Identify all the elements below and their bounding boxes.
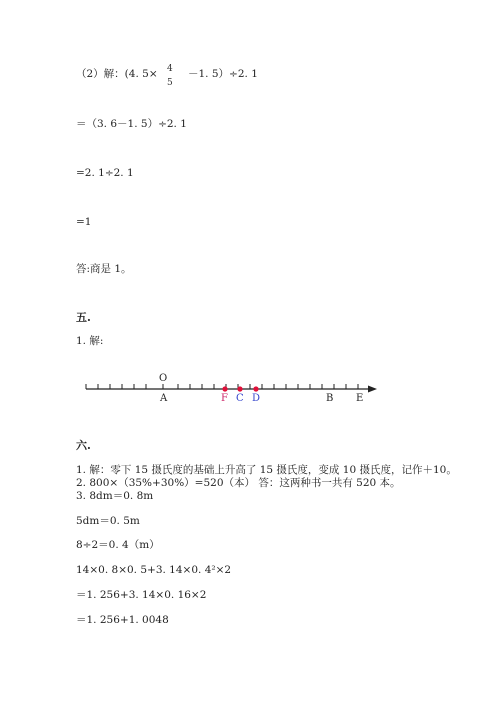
fraction-numerator: 4: [167, 64, 173, 74]
section-6-line-4: 5dm＝0. 5m: [76, 515, 140, 527]
label-e: E: [356, 393, 364, 404]
section-6-line-3: 3. 8dm＝0. 8m: [76, 490, 154, 502]
q2-expression-start: （2）解：(4. 5×: [76, 68, 158, 80]
section-6-line-2: 2. 800×（35%+30%）=520（本） 答：这两种书一共有 520 本。: [76, 477, 401, 489]
section-6-line-7: ＝1. 256+3. 14×0. 16×2: [76, 589, 207, 601]
point-d-marker: [253, 386, 258, 391]
fraction-denominator: 5: [167, 78, 173, 88]
q2-expression-end: －1. 5）÷2. 1: [188, 68, 258, 80]
step-2: =2. 1÷2. 1: [76, 167, 134, 179]
arrow-head-icon: [368, 386, 377, 393]
section-6-line-5: 8÷2＝0. 4（m）: [76, 539, 160, 551]
tick-marks: [86, 384, 358, 389]
section-6-heading: 六.: [76, 439, 91, 452]
label-f: F: [221, 393, 228, 404]
section-5-item-1: 1. 解:: [76, 335, 104, 347]
point-c-marker: [237, 386, 242, 391]
section-6-line-6: 14×0. 8×0. 5+3. 14×0. 4²×2: [76, 564, 232, 576]
step-3: =1: [76, 216, 92, 228]
label-c: C: [236, 393, 244, 404]
label-o: O: [159, 373, 168, 384]
label-a: A: [160, 393, 168, 404]
section-5-heading: 五.: [76, 311, 91, 324]
label-d: D: [252, 393, 261, 404]
section-6-line-8: ＝1. 256+1. 0048: [76, 614, 169, 626]
point-f-marker: [222, 386, 227, 391]
number-line: [80, 370, 380, 404]
step-1: ＝（3. 6－1. 5）÷2. 1: [76, 118, 187, 130]
label-b: B: [326, 393, 334, 404]
answer-line: 答:商是 1。: [76, 263, 132, 275]
section-6-line-1: 1. 解：零下 15 摄氏度的基础上升高了 15 摄氏度，变成 10 摄氏度，记作＋10。: [76, 464, 457, 476]
